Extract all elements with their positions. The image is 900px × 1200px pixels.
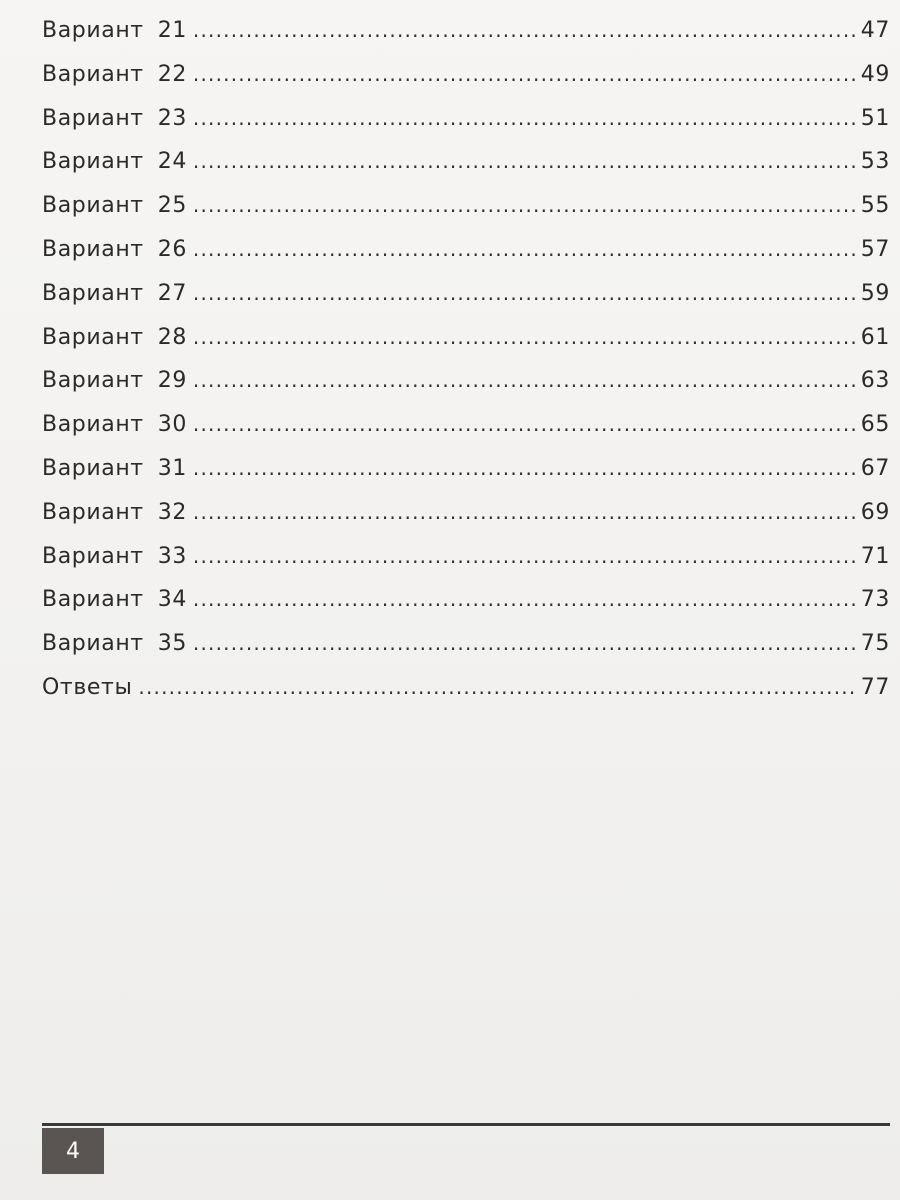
toc-entry-label: Вариант <box>42 324 144 350</box>
toc-entry-number: 27 <box>157 280 187 306</box>
toc-entry-label: Вариант <box>42 412 144 438</box>
toc-entry-page: 63 <box>860 368 890 394</box>
toc-entry-page: 51 <box>860 105 890 131</box>
toc-entry <box>42 237 890 281</box>
toc-dot-leader <box>193 631 857 655</box>
toc-entry-page: 65 <box>860 412 890 438</box>
toc-entry-label: Вариант <box>42 105 144 131</box>
toc-entry-page: 55 <box>860 193 890 219</box>
toc-entry <box>42 368 890 412</box>
toc-dot-leader <box>193 368 857 392</box>
toc-entry-page: 49 <box>860 61 890 87</box>
toc-dot-leader <box>193 587 857 611</box>
toc-entry <box>42 18 890 62</box>
toc-entry <box>42 544 890 588</box>
toc-entry-label: Вариант <box>42 587 144 613</box>
toc-entry-label: Вариант <box>42 368 144 394</box>
toc-entry-label: Вариант <box>42 631 144 657</box>
toc-dot-leader <box>193 18 857 42</box>
toc-entry <box>42 456 890 500</box>
toc-entry-title <box>42 106 187 131</box>
toc-entry-title <box>42 544 187 569</box>
toc-entry-page: 77 <box>860 674 890 700</box>
toc-entry-page: 57 <box>860 236 890 262</box>
toc-entry-number: 22 <box>157 61 187 87</box>
toc-entry-page: 73 <box>860 587 890 613</box>
toc-entry-page: 61 <box>860 324 890 350</box>
toc-entry-label: Ответы <box>42 674 133 700</box>
toc-entry-page: 47 <box>860 18 890 43</box>
toc-entry-label: Вариант <box>42 280 144 306</box>
toc-entry-title <box>42 62 187 87</box>
toc-entry-title <box>42 193 187 218</box>
toc-entry-page: 53 <box>860 149 890 175</box>
toc-entry-title <box>42 631 187 656</box>
page-number: 4 <box>66 1138 80 1164</box>
toc-entry-number: 28 <box>157 324 187 350</box>
toc-dot-leader <box>193 149 857 173</box>
toc-entry-title <box>42 675 132 700</box>
toc-dot-leader <box>193 106 857 130</box>
toc-entry-title <box>42 368 187 393</box>
toc-entry-label: Вариант <box>42 543 144 569</box>
toc-entry-number: 35 <box>157 631 187 657</box>
toc-entry-label: Вариант <box>42 18 144 43</box>
toc-entry <box>42 587 890 631</box>
toc-entry-page: 71 <box>860 543 890 569</box>
toc-entry-page: 75 <box>860 631 890 657</box>
toc-dot-leader <box>193 193 857 217</box>
toc-entry-number: 29 <box>157 368 187 394</box>
toc-entry-number: 31 <box>157 455 187 481</box>
toc-dot-leader <box>193 456 857 480</box>
toc-entry-number: 23 <box>157 105 187 131</box>
footer-rule <box>42 1123 890 1126</box>
toc-entry <box>42 62 890 106</box>
toc-entry-page: 59 <box>860 280 890 306</box>
toc-entry-title <box>42 237 187 262</box>
toc-entry-number: 30 <box>157 412 187 438</box>
toc-entry-title <box>42 281 187 306</box>
toc-entry-label: Вариант <box>42 149 144 175</box>
table-of-contents <box>42 18 890 719</box>
toc-dot-leader <box>193 62 857 86</box>
toc-entry <box>42 193 890 237</box>
toc-entry <box>42 281 890 325</box>
toc-entry-label: Вариант <box>42 61 144 87</box>
toc-dot-leader <box>193 500 857 524</box>
toc-entry-number: 24 <box>157 149 187 175</box>
toc-entry-title <box>42 18 187 43</box>
toc-entry-number: 32 <box>157 499 187 525</box>
toc-dot-leader <box>193 325 857 349</box>
toc-entry-page: 69 <box>860 499 890 525</box>
toc-entry-title <box>42 587 187 612</box>
toc-entry-title <box>42 325 187 350</box>
toc-entry <box>42 631 890 675</box>
page-number-box <box>42 1128 104 1174</box>
toc-entry-title <box>42 456 187 481</box>
toc-entry <box>42 412 890 456</box>
toc-entry-number: 26 <box>157 236 187 262</box>
toc-dot-leader <box>193 412 857 436</box>
toc-entry-label: Вариант <box>42 455 144 481</box>
toc-dot-leader <box>193 237 857 261</box>
toc-entry-number: 33 <box>157 543 187 569</box>
toc-entry-number: 21 <box>157 18 187 43</box>
toc-entry-number: 34 <box>157 587 187 613</box>
toc-entry-number: 25 <box>157 193 187 219</box>
toc-entry <box>42 500 890 544</box>
toc-entry-label: Вариант <box>42 193 144 219</box>
toc-entry-title <box>42 412 187 437</box>
toc-entry <box>42 675 890 719</box>
toc-dot-leader <box>193 281 857 305</box>
toc-dot-leader <box>138 675 856 699</box>
toc-entry <box>42 106 890 150</box>
toc-entry <box>42 149 890 193</box>
toc-entry-page: 67 <box>860 455 890 481</box>
toc-entry <box>42 325 890 369</box>
toc-entry-title <box>42 149 187 174</box>
toc-entry-label: Вариант <box>42 236 144 262</box>
toc-entry-label: Вариант <box>42 499 144 525</box>
toc-entry-title <box>42 500 187 525</box>
toc-dot-leader <box>193 544 857 568</box>
